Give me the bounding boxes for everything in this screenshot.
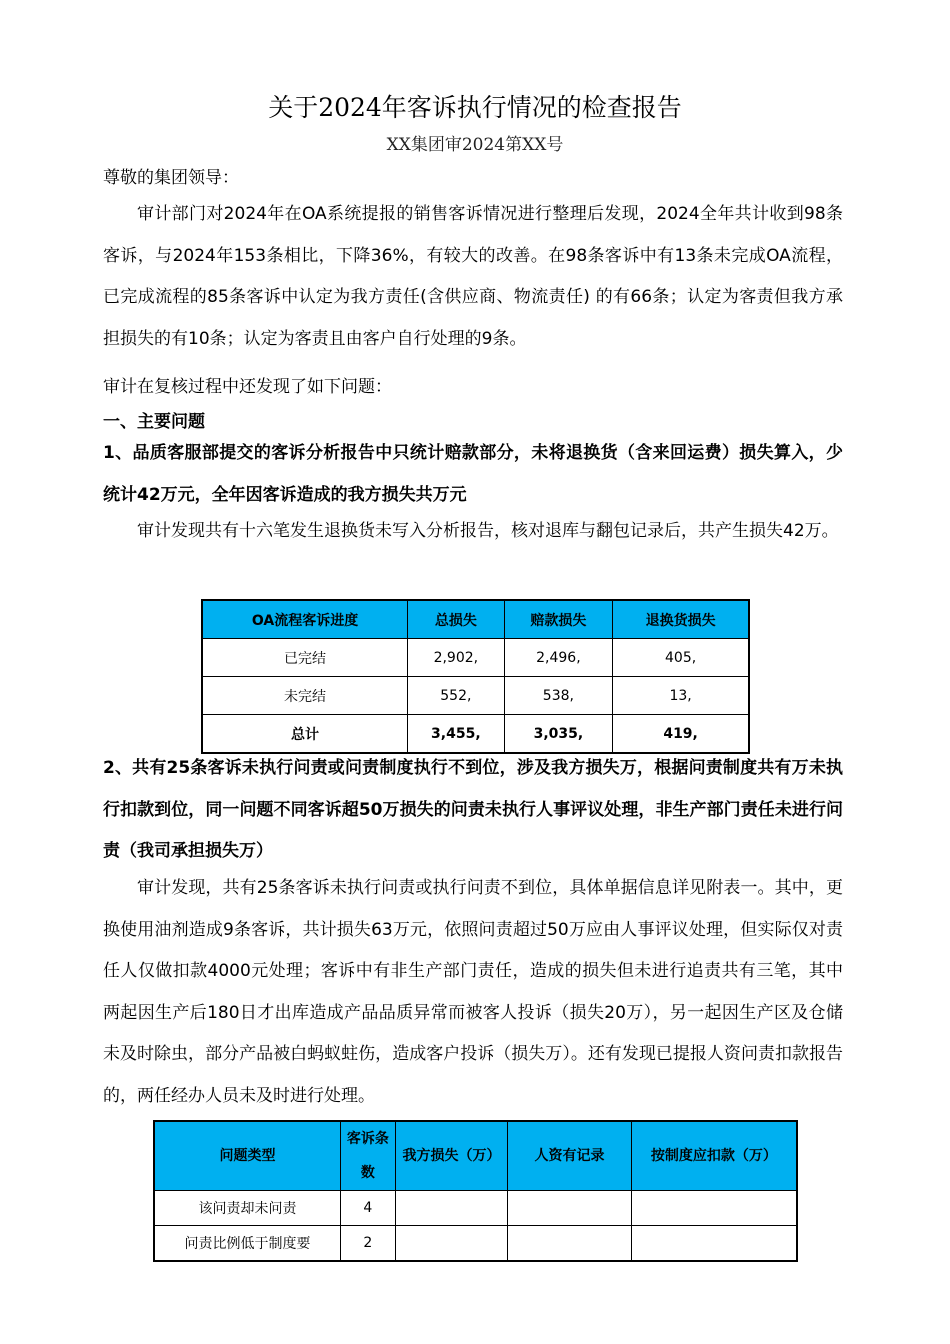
table-row — [154, 1191, 797, 1226]
intro-tail: 审计在复核过程中还发现了如下问题： — [103, 377, 392, 397]
table-cell — [508, 1226, 631, 1262]
document-number: XX集团审2024第XX号 — [386, 135, 564, 155]
table-row — [202, 677, 749, 715]
table-cell: 405, — [613, 639, 749, 677]
table-cell: 552, — [408, 677, 504, 715]
table-header-cell: 客诉条数 — [340, 1121, 395, 1191]
table-header-row — [154, 1121, 797, 1191]
issue-2-body: 审计发现，共有25条客诉未执行问责或执行问责不到位，具体单据信息详见附表一。其中，更换使用油剂造成9条客诉，共计损失63万元，依照问责超过50万应由人事评议处理，但实际仅对责任人仅做扣款4000元处理；客诉中有非生产部门责任，造成的损失但未进行追责共有三笔，其中两起因生产后180日才出库造成产品品质异常而被客人投诉（损失20万），另一起因生产区及仓储未及时除虫，部分产品被白蚂蚁蛀伤，造成客户投诉（损失万）。还有发现已提报人资问责扣款报告的，两任经办人员未及时进行处理。 — [103, 878, 843, 1106]
table-cell — [395, 1191, 508, 1226]
table-row — [202, 639, 749, 677]
table-cell: 3,035, — [504, 715, 613, 754]
table-cell: 2,496, — [504, 639, 613, 677]
table-cell — [631, 1191, 797, 1226]
table-cell: 538, — [504, 677, 613, 715]
intro-paragraph: 审计部门对2024年在OA系统提报的销售客诉情况进行整理后发现，2024全年共计收到98条客诉，与2024年153条相比，下降36%，有较大的改善。在98条客诉中有13条未完成OA流程，已完成流程的85条客诉中认定为我方责任(含供应商、物流责任) 的有66条；认定为客责但我方承担损失的有10条；认定为客责且由客户自行处理的9条。 — [103, 204, 843, 349]
table-cell: 2 — [340, 1226, 395, 1262]
table-cell: 4 — [340, 1191, 395, 1226]
salutation: 尊敬的集团领导： — [103, 168, 239, 188]
table-header-cell: 问题类型 — [154, 1121, 340, 1191]
table-cell: 已完结 — [202, 639, 408, 677]
accountability-table — [153, 1120, 798, 1262]
table-header-cell: 我方损失（万） — [395, 1121, 508, 1191]
table-row — [154, 1226, 797, 1262]
table-cell — [395, 1226, 508, 1262]
table-header-row — [202, 600, 749, 639]
issue-2-heading: 2、共有25条客诉未执行问责或问责制度执行不到位，涉及我方损失万，根据问责制度共有万未执行扣款到位，同一问题不同客诉超50万损失的问责未执行人事评议处理，非生产部门责任未进行问责（我司承担损失万） — [103, 758, 843, 862]
loss-summary-table — [201, 599, 750, 754]
section-heading-main-issues: 一、主要问题 — [103, 412, 205, 432]
report-title: 关于2024年客诉执行情况的检查报告 — [268, 93, 682, 122]
table-cell: 总计 — [202, 715, 408, 754]
table-cell: 问责比例低于制度要 — [154, 1226, 340, 1262]
table-cell: 419, — [613, 715, 749, 754]
table-cell: 该问责却未问责 — [154, 1191, 340, 1226]
table-cell: 13, — [613, 677, 749, 715]
table-header-cell: 按制度应扣款（万） — [631, 1121, 797, 1191]
issue-1-body: 审计发现共有十六笔发生退换货未写入分析报告，核对退库与翻包记录后，共产生损失42万。 — [137, 521, 839, 541]
table-header-cell: 退换货损失 — [613, 600, 749, 639]
table-cell — [631, 1226, 797, 1262]
table-header-cell: 总损失 — [408, 600, 504, 639]
table-header-cell: OA流程客诉进度 — [202, 600, 408, 639]
issue-1-heading: 1、品质客服部提交的客诉分析报告中只统计赔款部分，未将退换货（含来回运费）损失算入，少统计42万元，全年因客诉造成的我方损失共万元 — [103, 443, 843, 505]
table-cell: 未完结 — [202, 677, 408, 715]
table-cell: 3,455, — [408, 715, 504, 754]
table-cell: 2,902, — [408, 639, 504, 677]
table-header-cell: 人资有记录 — [508, 1121, 631, 1191]
table-cell — [508, 1191, 631, 1226]
table-header-cell: 赔款损失 — [504, 600, 613, 639]
